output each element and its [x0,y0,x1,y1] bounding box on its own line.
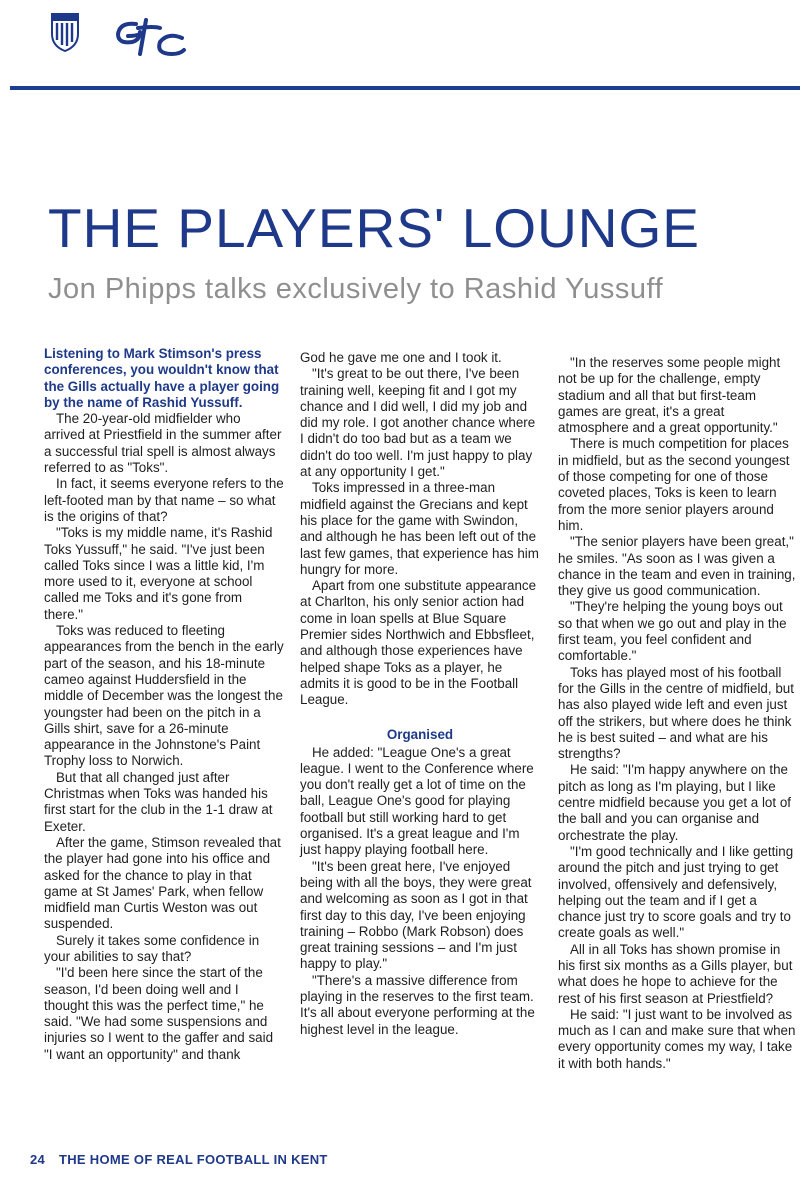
article-paragraph: After the game, Stimson revealed that the player had gone into his office and asked for the chance to play in that game at St James' Park, when fellow midfield man Curtis Weston was out suspended. [44,834,281,932]
header-rule [10,86,800,90]
footer-tagline: THE HOME OF REAL FOOTBALL IN KENT [58,1152,328,1167]
article-paragraph: "There's a massive difference from playing in the reserves to the first team. It's all about everyone performing at the highest level in the league. [300,972,535,1037]
article-paragraph: "They're helping the young boys out so that when we go out and play in the first team, you feel confident and comfortable." [558,599,787,664]
article-column-3 [558,355,798,1072]
article-paragraph: Apart from one substitute appearance at Charlton, his only senior action had come in loan spells at Blue Square Premier sides Northwich and Ebbsfleet, and although those experiences have helped shape Toks as a player, he admits it is good to be in the Football League. [300,578,537,708]
article-paragraph: "It's been great here, I've enjoyed being with all the boys, they were great and welcoming as soon as I got in that first day to this day, I've been enjoying training – Robbo (Mark Robson) does great training sessions – and I'm just happy to play." [300,858,532,972]
article-subheading: Organised [386,726,454,742]
article-paragraph: "Toks is my middle name, it's Rashid Toks Yussuff," he said. "I've just been called Toks since I was a little kid, I'm more used to it, everyone at school called me Toks and it's gone from there." [44,525,273,622]
article-paragraph: God he gave me one and I took it. [300,350,502,365]
article-column-1 [44,346,284,1063]
article-column-2 [300,350,540,1038]
article-paragraph: But that all changed just after Christmas when Toks was handed his first start for the club in the 1-1 draw at Exeter. [44,769,273,834]
article-paragraph: He said: "I just want to be involved as much as I can and make sure that when every opportunity comes my way, I take it with both hands." [558,1006,796,1071]
article-paragraph: All in all Toks has shown promise in his first six months as a Gills player, but what does he hope to achieve for the rest of his first season at Priestfield? [558,941,793,1006]
article-paragraph: The 20-year-old midfielder who arrived at Priestfield in the summer after a successful trial spell is almost always referred to as "Toks". [44,411,282,476]
gillingham-fc-crest-icon [50,10,80,52]
article-paragraph: Toks was reduced to fleeting appearances from the bench in the early part of the season, and his 18-minute cameo against Huddersfield in the middle of December was the longest the youngster had been on the pitch in a Gills shirt, save for a 26-minute appearance in the Johnstone's Paint Trophy loss to Norwich. [44,623,284,769]
article-paragraph: He said: "I'm happy anywhere on the pitch as long as I'm playing, but I like centre midfield because you get a lot of the ball and you can organise and orchestrate the play. [558,762,791,843]
article-paragraph: Toks impressed in a three-man midfield against the Grecians and kept his place for the game with Swindon, and although he has been left out of the last few games, that experience has him hungry for more. [300,480,539,577]
article-subtitle: Jon Phipps talks exclusively to Rashid Yussuff [48,273,664,305]
article-standfirst: Listening to Mark Stimson's press conferences, you wouldn't know that the Gills actually have a player going by the name of Rashid Yussuff. [44,346,280,410]
page-number: 24 [30,1152,46,1167]
article-paragraph: Toks has played most of his football for the Gills in the centre of midfield, but has also played wide left and even just off the strikers, but where does he think he is best suited – and what are his strengths? [558,664,794,762]
page-footer [30,1152,790,1167]
article-paragraph: "The senior players have been great," he smiles. "As soon as I was given a chance in the team and even in training, they give us good communication. [558,534,796,599]
article-paragraph: He added: "League One's a great league. I went to the Conference where you don't really get a lot of time on the ball, League One's good for playing football but still working hard to get organised. It's a great league and I'm just happy playing football here. [300,744,534,858]
gfc-monogram-icon [110,14,190,60]
article-paragraph: "I'd been here since the start of the season, I'd been doing well and I thought this was the perfect time," he said. "We had some suspensions and injuries so I went to the gaffer and said "I want an opportunity" and thank [44,965,274,1062]
article-paragraph: "In the reserves some people might not be up for the challenge, empty stadium and all that but first-team games are great, it's a great atmosphere and a great opportunity." [558,355,781,436]
article-paragraph: There is much competition for places in midfield, but as the second youngest of those competing for one of those coveted places, Toks is keen to learn from the more senior players around him. [558,436,790,533]
article-paragraph: "It's great to be out there, I've been training well, keeping fit and I got my chance and I did well, I did my job and did my role. I got another chance where I didn't do too bad but as a team we didn't do too well. I'm just happy to play at any opportunity I get." [300,366,536,480]
article-paragraph: "I'm good technically and I like getting around the pitch and just trying to get involved, offensively and defensively, helping out the team and if I get a chance just try to score goals and try to create goals as well." [558,843,794,941]
article-paragraph: Surely it takes some confidence in your abilities to say that? [44,932,260,964]
article-title: THE PLAYERS' LOUNGE [48,197,700,259]
article-paragraph: In fact, it seems everyone refers to the left-footed man by that name – so what is the origins of that? [44,476,284,524]
